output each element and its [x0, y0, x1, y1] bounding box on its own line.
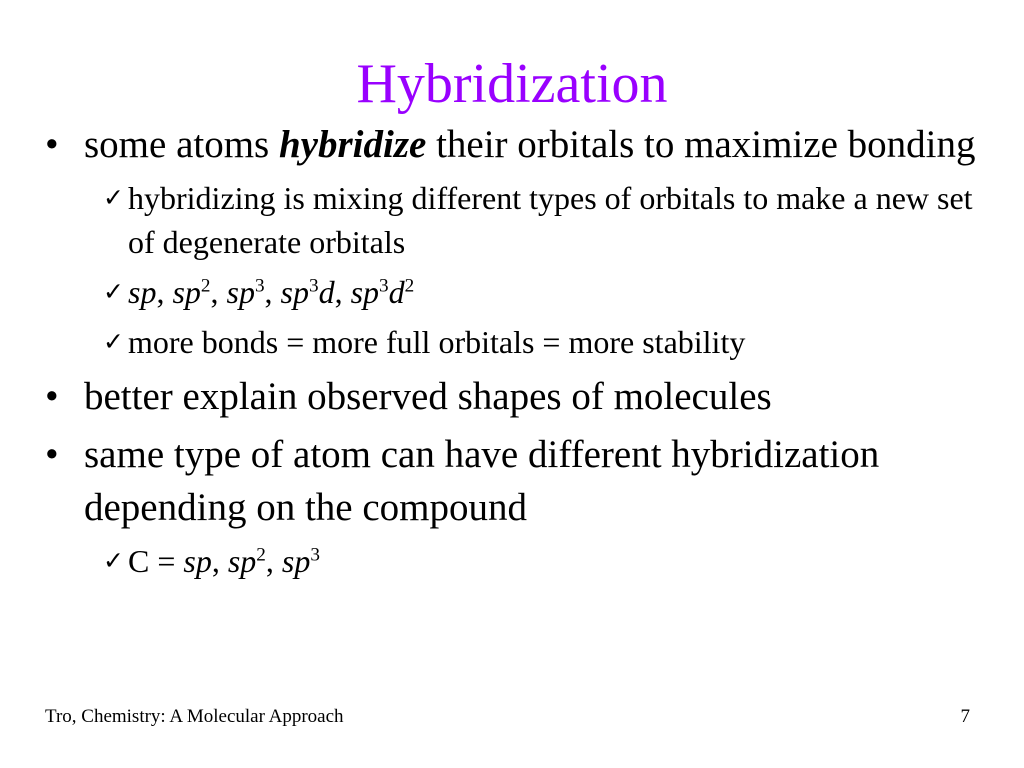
slide-body: [45, 118, 985, 589]
bullet-text: same type of atom can have different hybridization depending on the compound: [84, 433, 880, 529]
bullet-item: [45, 370, 985, 423]
bullet-item: [45, 428, 985, 534]
round-bullet-icon: •: [45, 123, 59, 166]
separator: ,: [264, 274, 281, 310]
orbital-sp: sp: [128, 274, 157, 310]
orbital-sp3d2: sp: [350, 274, 380, 310]
check-mark-icon: ✓: [103, 277, 124, 306]
separator: ,: [210, 274, 227, 310]
sub-bullet-text: hybridizing is mixing different types of orbitals to make a new set of degenerate orbitals: [128, 180, 973, 260]
superscript: 3: [379, 275, 389, 297]
orbital-sp2: sp: [172, 274, 201, 310]
orbital-d: d: [318, 274, 335, 310]
bullet-item: [45, 118, 985, 171]
orbital-sp2: sp: [227, 543, 257, 579]
orbital-d: d: [388, 274, 405, 310]
orbital-list: [128, 274, 414, 310]
separator: ,: [211, 543, 228, 579]
bullet-text: better explain observed shapes of molecules: [84, 375, 772, 418]
sub-bullet-item: [84, 176, 985, 264]
check-mark-icon: ✓: [103, 546, 124, 575]
superscript: 3: [254, 275, 265, 297]
separator: ,: [265, 543, 282, 579]
orbital-list: [128, 543, 320, 579]
bullet-text: some atoms: [84, 123, 279, 166]
orbital-sp: sp: [183, 543, 212, 579]
footer-source: Tro, Chemistry: A Molecular Approach: [45, 706, 344, 727]
bullet-text: their orbitals to maximize bonding: [426, 123, 976, 166]
superscript: 3: [309, 275, 319, 297]
sub-bullet-item: [84, 270, 985, 314]
separator: ,: [156, 274, 173, 310]
superscript: 2: [404, 275, 415, 297]
superscript: 2: [200, 275, 211, 297]
orbital-sp3: sp: [226, 274, 255, 310]
sub-bullet-item: [84, 539, 985, 583]
carbon-prefix: C =: [128, 543, 184, 579]
round-bullet-icon: •: [45, 375, 59, 418]
superscript: 3: [310, 544, 320, 566]
bullet-emphasis: hybridize: [278, 123, 427, 166]
round-bullet-icon: •: [45, 433, 59, 476]
check-mark-icon: ✓: [103, 327, 124, 356]
sub-bullet-item: [84, 320, 985, 364]
superscript: 2: [256, 544, 266, 566]
slide-title: Hybridization: [356, 53, 668, 115]
page-number: 7: [960, 706, 970, 727]
separator: ,: [334, 274, 351, 310]
sub-bullet-text: more bonds = more full orbitals = more stability: [128, 324, 746, 360]
orbital-sp3: sp: [281, 543, 311, 579]
check-mark-icon: ✓: [103, 183, 124, 212]
orbital-sp3d: sp: [280, 274, 309, 310]
